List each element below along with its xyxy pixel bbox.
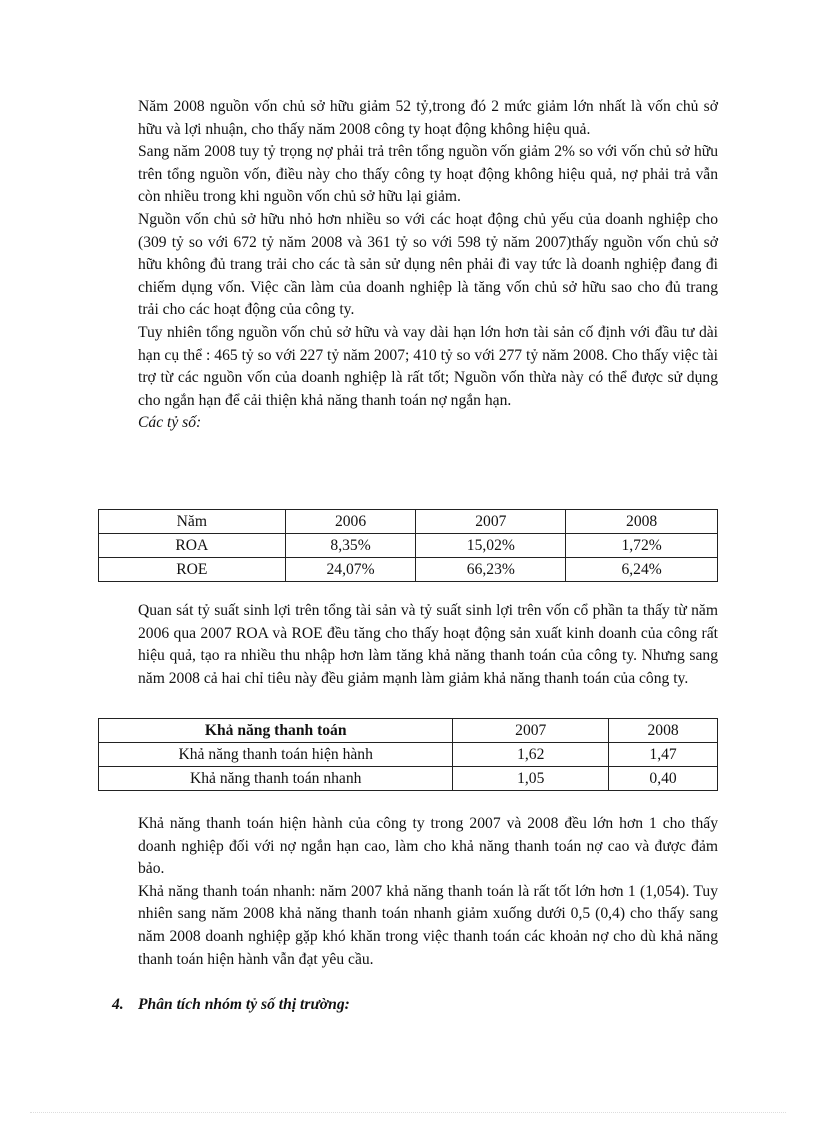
page-bottom-divider: [30, 1112, 786, 1113]
table-row: [99, 534, 718, 558]
table-cell: 66,23%: [416, 558, 566, 582]
table-row: [99, 767, 718, 791]
paragraph-current-ratio: Khả năng thanh toán hiện hành của công ty trong 2007 và 2008 đều lớn hơn 1 cho thấy doanh nghiệp đối với nợ ngắn hạn cao, làm cho khả năng thanh toán nợ cao và được đảm bảo.: [138, 815, 718, 878]
body-text-bottom: [138, 813, 718, 971]
paragraph-equity-vs-activities: Nguồn vốn chủ sở hữu nhỏ hơn nhiều so với các hoạt động chủ yếu của doanh nghiệp cho (309 tỷ so với 672 tỷ năm 2008 và 361 tỷ so với 598 tỷ năm 2007)thấy nguồn vốn chủ sở hữu không đủ trang trải cho các tà sản sử dụng nên phải đi vay tức là doanh nghiệp đang đi chiếm dụng vốn. Việc cần làm của doanh nghiệp là tăng vốn chủ sở hữu sao cho đủ trang trải cho các hoạt động của công ty.: [138, 210, 718, 319]
table-header-cell: Năm: [99, 510, 286, 534]
table-cell: 1,72%: [566, 534, 718, 558]
table-cell: 8,35%: [285, 534, 416, 558]
body-text-middle: [138, 600, 718, 690]
paragraph-roa-roe-analysis: Quan sát tỷ suất sinh lợi trên tổng tài sản và tỷ suất sinh lợi trên vốn cổ phần ta thấy từ năm 2006 qua 2007 ROA và ROE đều tăng cho thấy hoạt động sản xuất kinh doanh của công rất hiệu quả, tạo ra nhiều thu nhập hơn làm tăng khả năng thanh toán của công ty. Nhưng sang năm 2008 cả hai chỉ tiêu này đều giảm mạnh làm giảm khả năng thanh toán của công ty.: [138, 602, 718, 687]
table-header-row: [99, 719, 718, 743]
paragraph-debt-ratio: Sang năm 2008 tuy tỷ trọng nợ phải trả trên tổng nguồn vốn giảm 2% so với vốn chủ sở hữu trên tổng nguồn vốn, điều này cho thấy công ty hoạt động không hiệu quả, nợ phải trả vẫn còn nhiều trong khi nguồn vốn chủ sở hữu lại giảm.: [138, 143, 718, 206]
table-cell: 1,62: [453, 743, 609, 767]
table-cell: ROE: [99, 558, 286, 582]
table-header-row: [99, 510, 718, 534]
liquidity-table: [98, 718, 718, 791]
table-header-cell: 2008: [609, 719, 718, 743]
table-row: [99, 743, 718, 767]
table-cell: 1,05: [453, 767, 609, 791]
paragraph-long-term-funding: Tuy nhiên tổng nguồn vốn chủ sở hữu và vay dài hạn lớn hơn tài sản cố định với đầu tư dài hạn cụ thể : 465 tỷ so với 227 tỷ năm 2007; 410 tỷ so với 277 tỷ năm 2008. Cho thấy việc tài trợ từ các nguồn vốn của doanh nghiệp là rất tốt; Nguồn vốn thừa này có thể được sử dụng cho ngắn hạn để cải thiện khả năng thanh toán nợ ngắn hạn.: [138, 323, 718, 409]
table-cell: 6,24%: [566, 558, 718, 582]
table-cell: ROA: [99, 534, 286, 558]
ratios-table: [98, 509, 718, 582]
table-row: [99, 558, 718, 582]
table-cell: Khả năng thanh toán hiện hành: [99, 743, 453, 767]
ratios-label: Các tỷ số:: [138, 414, 202, 432]
section-heading: [112, 996, 350, 1014]
body-text-top: [138, 96, 718, 435]
table-cell: 1,47: [609, 743, 718, 767]
section-number: 4.: [112, 996, 124, 1013]
table-header-cell: 2007: [453, 719, 609, 743]
paragraph-equity-decrease: Năm 2008 nguồn vốn chủ sở hữu giảm 52 tỷ,trong đó 2 mức giảm lớn nhất là vốn chủ sở hữu và lợi nhuận, cho thấy năm 2008 công ty hoạt động không hiệu quả.: [138, 98, 718, 138]
table-cell: Khả năng thanh toán nhanh: [99, 767, 453, 791]
table-header-cell: 2007: [416, 510, 566, 534]
paragraph-quick-ratio: Khả năng thanh toán nhanh: năm 2007 khả năng thanh toán là rất tốt lớn hơn 1 (1,054). Tuy nhiên sang năm 2008 khả năng thanh toán nhanh giảm xuống dưới 0,5 (0,4) cho thấy sang năm 2008 doanh nghiệp gặp khó khăn trong việc thanh toán các khoản nợ cho dù khả năng thanh toán hiện hành vẫn đạt yêu cầu.: [138, 882, 718, 968]
table-cell: 24,07%: [285, 558, 416, 582]
table-cell: 15,02%: [416, 534, 566, 558]
table-header-cell: 2006: [285, 510, 416, 534]
table-cell: 0,40: [609, 767, 718, 791]
section-title: Phân tích nhóm tỷ số thị trường:: [138, 996, 350, 1013]
table-header-cell: 2008: [566, 510, 718, 534]
table-header-cell: Khả năng thanh toán: [99, 719, 453, 743]
